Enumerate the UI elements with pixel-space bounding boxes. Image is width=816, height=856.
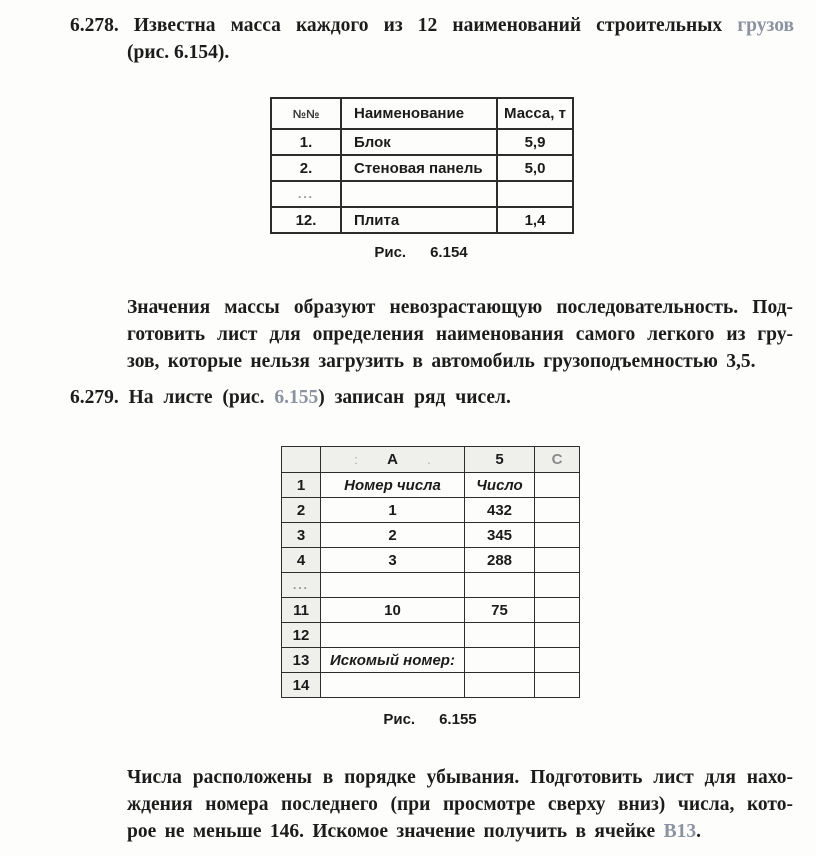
cell-ellipsis: ... [271, 181, 341, 207]
caption-number: 6.154 [430, 244, 468, 261]
figure-caption-155 [281, 711, 579, 728]
paragraph-line: Значения массы образуют невозрастающую последовательность. Под- [127, 297, 793, 318]
sheet-row [282, 498, 580, 523]
cell-b14 [465, 673, 535, 698]
cell-row-number: 2. [271, 155, 341, 181]
problem-6279-text-post: ) записан ряд чисел. [318, 387, 511, 408]
spreadsheet [281, 446, 580, 698]
cell-c11 [535, 598, 580, 623]
paragraph-line: Числа расположены в порядке убывания. Подготовить лист для нахо- [127, 767, 793, 788]
sheet-row [282, 598, 580, 623]
caption-number: 6.155 [439, 711, 477, 728]
cell-b-ellipsis [465, 573, 535, 598]
cell-b4: 288 [465, 548, 535, 573]
cell-c14 [535, 673, 580, 698]
sheet-row [282, 623, 580, 648]
column-header-name: Наименование [341, 98, 497, 129]
scan-artifact: . [427, 452, 431, 467]
cell-c4 [535, 548, 580, 573]
row-number: 12 [282, 623, 321, 648]
cell-b1: Число [465, 473, 535, 498]
cell-c2 [535, 498, 580, 523]
paragraph-line: зов, которые нельзя загрузить в автомобиль грузоподъемностью 3,5. [127, 351, 756, 372]
cell-row-number: 1. [271, 129, 341, 155]
sheet-row [282, 648, 580, 673]
cell-a11: 10 [321, 598, 465, 623]
problem-6279-number: 6.279. [70, 387, 119, 408]
row-number: 11 [282, 598, 321, 623]
cell-name: Плита [341, 207, 497, 233]
cell-c-ellipsis [535, 573, 580, 598]
table-row [271, 129, 573, 155]
row-number: 3 [282, 523, 321, 548]
problem-6278-line2 [127, 39, 794, 66]
paragraph-6279 [127, 764, 793, 845]
problem-6278-text: Известна масса каждого из 12 наименований строительных [133, 15, 723, 36]
cell-c13 [535, 648, 580, 673]
problem-6279-line [70, 384, 794, 411]
figure-reference-154: (рис. 6.154). [127, 42, 230, 63]
row-number: 1 [282, 473, 321, 498]
table-row [271, 155, 573, 181]
cell-c1 [535, 473, 580, 498]
row-ellipsis: ... [282, 573, 321, 598]
cell-a-ellipsis [321, 573, 465, 598]
problem-6278 [70, 12, 794, 66]
sheet-row [282, 548, 580, 573]
caption-label: Рис. [374, 244, 407, 261]
row-number: 14 [282, 673, 321, 698]
sheet-column-header-a [321, 447, 465, 473]
sheet-column-header-c: C [535, 447, 580, 473]
cell-a4: 3 [321, 548, 465, 573]
problem-6278-gray-word: грузов [737, 15, 795, 36]
sheet-row [282, 523, 580, 548]
table-header-row [271, 98, 573, 129]
cell-a14 [321, 673, 465, 698]
figure-reference-155: 6.155 [274, 387, 319, 408]
sheet-row-ellipsis [282, 573, 580, 598]
cell-a3: 2 [321, 523, 465, 548]
scan-artifact: : [354, 452, 358, 467]
row-number: 13 [282, 648, 321, 673]
sheet-row [282, 473, 580, 498]
sheet-row [282, 673, 580, 698]
sheet-corner-cell [282, 447, 321, 473]
problem-6279 [70, 384, 794, 411]
cell-mass: 1,4 [497, 207, 573, 233]
row-number: 4 [282, 548, 321, 573]
cell-b3: 345 [465, 523, 535, 548]
paragraph-line: готовить лист для определения наименования самого легкого из гру- [127, 324, 793, 345]
sheet-column-header-b: 5 [465, 447, 535, 473]
problem-6278-number: 6.278. [70, 15, 119, 36]
problem-6279-text-pre: На листе (рис. [128, 387, 265, 408]
table-row-ellipsis [271, 181, 573, 207]
cell-b2: 432 [465, 498, 535, 523]
paragraph-text: . [696, 821, 701, 842]
paragraph-text: рое не меньше 146. Искомое значение получить в ячейке [127, 821, 656, 842]
caption-label: Рис. [383, 711, 416, 728]
paragraph-6278 [127, 294, 793, 375]
cell-b13 [465, 648, 535, 673]
cell-mass: 5,9 [497, 129, 573, 155]
cell-name: Стеновая панель [341, 155, 497, 181]
column-header-number: №№ [271, 98, 341, 129]
cell-a13: Искомый номер: [321, 648, 465, 673]
table-row [271, 207, 573, 233]
cell-mass [497, 181, 573, 207]
cell-a12 [321, 623, 465, 648]
cell-mass: 5,0 [497, 155, 573, 181]
cell-row-number: 12. [271, 207, 341, 233]
row-number: 2 [282, 498, 321, 523]
sheet-column-header-row [282, 447, 580, 473]
cell-c12 [535, 623, 580, 648]
problem-6278-line1 [70, 12, 794, 39]
column-letter: A [387, 451, 398, 468]
figure-caption-154 [270, 244, 572, 261]
cell-c3 [535, 523, 580, 548]
cell-b11: 75 [465, 598, 535, 623]
paragraph-line: ждения номера последнего (при просмотре сверху вниз) числа, кото- [127, 794, 793, 815]
cell-a2: 1 [321, 498, 465, 523]
cell-name [341, 181, 497, 207]
cell-a1: Номер числа [321, 473, 465, 498]
cell-name: Блок [341, 129, 497, 155]
paragraph-line [127, 818, 793, 845]
cell-reference-b13: B13 [663, 821, 697, 842]
cargo-mass-table [270, 97, 574, 234]
column-header-mass: Масса, т [497, 98, 573, 129]
cell-b12 [465, 623, 535, 648]
